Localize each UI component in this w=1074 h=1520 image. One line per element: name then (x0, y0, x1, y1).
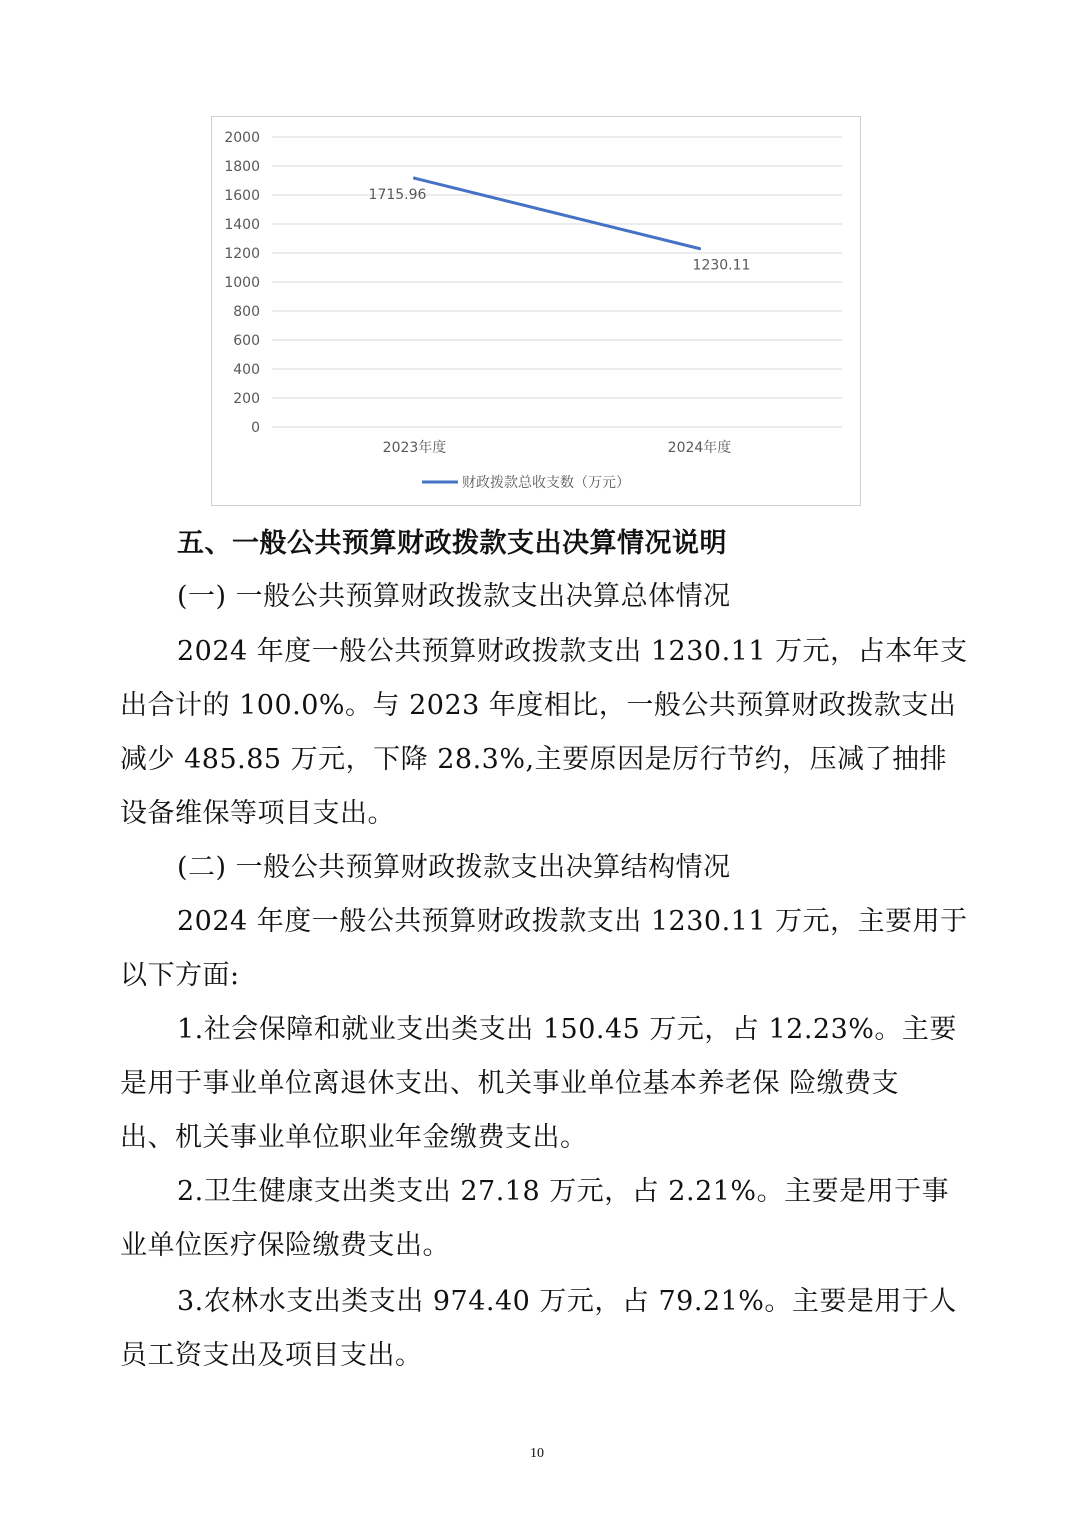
y-tick-label: 200 (233, 391, 260, 407)
y-tick-label: 1400 (224, 217, 260, 233)
list-item-line: 出、机关事业单位职业年金缴费支出。 (120, 1122, 588, 1153)
data-point (698, 247, 701, 250)
line-chart-svg (212, 117, 862, 507)
subsection-title-overall: (一) 一般公共预算财政拨款支出决算总体情况 (177, 581, 731, 612)
section-title: 五、一般公共预算财政拨款支出决算情况说明 (177, 528, 727, 559)
data-point (413, 177, 416, 180)
y-tick-label: 1800 (224, 159, 260, 175)
y-tick-label: 1600 (224, 188, 260, 204)
y-tick-label: 1000 (224, 275, 260, 291)
paragraph-line: 设备维保等项目支出。 (120, 798, 395, 829)
x-tick-label: 2024年度 (667, 440, 732, 456)
paragraph-line: 2024 年度一般公共预算财政拨款支出 1230.11 万元，主要用于 (177, 906, 968, 937)
y-tick-label: 600 (233, 333, 260, 349)
paragraph-line: 减少 485.85 万元，下降 28.3%,主要原因是厉行节约，压减了抽排 (120, 744, 948, 775)
paragraph-line: 以下方面: (120, 960, 240, 991)
data-label: 1230.11 (692, 257, 751, 274)
y-tick-label: 0 (251, 420, 260, 436)
y-tick-label: 800 (233, 304, 260, 320)
list-item-line: 业单位医疗保险缴费支出。 (120, 1230, 450, 1261)
list-item-line: 3.农林水支出类支出 974.40 万元，占 79.21%。主要是用于人 (177, 1286, 957, 1317)
legend-label: 财政拨款总收支数（万元） (462, 475, 630, 491)
y-tick-label: 400 (233, 362, 260, 378)
y-tick-label: 2000 (224, 130, 260, 146)
paragraph-line: 2024 年度一般公共预算财政拨款支出 1230.11 万元，占本年支 (177, 636, 968, 667)
line-chart (211, 116, 861, 506)
list-item-line: 员工资支出及项目支出。 (120, 1340, 423, 1371)
subsection-title-structure: (二) 一般公共预算财政拨款支出决算结构情况 (177, 852, 731, 883)
paragraph-line: 出合计的 100.0%。与 2023 年度相比，一般公共预算财政拨款支出 (120, 690, 957, 721)
list-item-line: 是用于事业单位离退休支出、机关事业单位基本养老保 险缴费支 (120, 1068, 900, 1099)
series-line (415, 178, 700, 248)
x-tick-label: 2023年度 (382, 440, 447, 456)
page-number: 10 (530, 1446, 544, 1461)
list-item-line: 1.社会保障和就业支出类支出 150.45 万元，占 12.23%。主要 (177, 1014, 957, 1045)
data-label: 1715.96 (368, 187, 427, 204)
y-tick-label: 1200 (224, 246, 260, 262)
list-item-line: 2.卫生健康支出类支出 27.18 万元，占 2.21%。主要是用于事 (177, 1176, 950, 1207)
